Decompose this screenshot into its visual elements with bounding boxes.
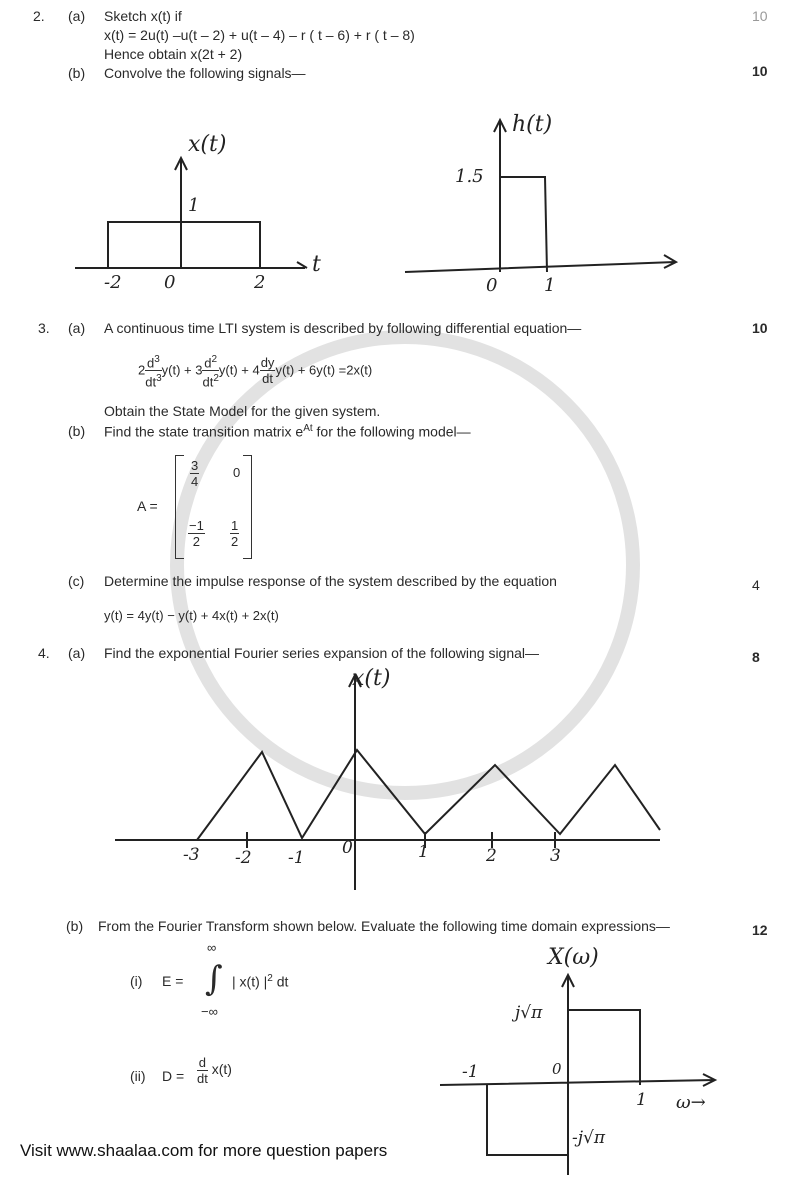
matrix-cell (230, 518, 239, 549)
graph-label: X(ω) (548, 945, 599, 970)
part-label: (a) (68, 320, 86, 336)
den: 4 (191, 474, 199, 489)
eq-term: y(t) + 3 (161, 362, 203, 378)
tick-label: 1 (544, 275, 556, 296)
part-label: (b) (68, 65, 86, 81)
tick-label: 0 (164, 272, 176, 293)
graph-label: x(t) (188, 132, 227, 157)
part-label: (c) (68, 573, 85, 589)
eq-term: 3 (156, 373, 162, 385)
integral-upper-limit: ∞ (207, 940, 217, 955)
num: −1 (189, 518, 204, 533)
den: 2 (192, 534, 201, 549)
marks: 4 (752, 577, 760, 593)
eq-term: dt (145, 374, 157, 390)
tick-label: 1 (636, 1090, 647, 1110)
marks: 10 (752, 320, 768, 336)
graph-label: 1 (188, 195, 200, 216)
integral-sign: ∫ (205, 959, 223, 999)
question-text: Find the exponential Fourier series expansion of the following signal— (104, 645, 540, 661)
tick-label: -2 (235, 848, 252, 868)
eq-term: 3 (154, 354, 160, 365)
expression (232, 973, 288, 990)
axis-label: t (312, 252, 321, 277)
graph-h-t (405, 120, 676, 272)
eq-term: 2 (211, 354, 218, 365)
graph-label: x(t) (352, 666, 391, 691)
eq-term: d (204, 355, 212, 371)
question-text: Hence obtain x(2t + 2) (104, 46, 243, 62)
eq-term: 2 (213, 373, 219, 385)
graph-label: h(t) (512, 112, 553, 137)
question-text (104, 423, 471, 440)
matrix-bracket-right (243, 455, 252, 559)
question-text: Determine the impulse response of the system described by the equation (104, 573, 557, 589)
tick-label: -2 (104, 272, 122, 293)
num: d (198, 1055, 207, 1070)
tick-label: 3 (550, 846, 561, 866)
marks: 10 (752, 63, 768, 79)
den: 2 (231, 534, 239, 549)
eq-term: 2 (138, 362, 146, 378)
integral-lower-limit: −∞ (201, 1004, 218, 1019)
marks: 10 (752, 8, 768, 24)
tick-label: -1 (288, 848, 305, 868)
eq-term: y(t) + 6y(t) =2x(t) (275, 362, 373, 378)
tick-label: 2 (254, 272, 266, 293)
equation: x(t) = 2u(t) –u(t – 2) + u(t – 4) – r ( t – 6) + r ( t – 8) (104, 27, 415, 43)
expression-lhs: E = (162, 973, 184, 989)
question-text: Convolve the following signals— (104, 65, 306, 81)
part-label: (a) (68, 645, 86, 661)
equation: y(t) = 4y(t) − y(t) + 4x(t) + 2x(t) (104, 608, 279, 623)
superscript: 2 (267, 973, 273, 984)
question-text: A continuous time LTI system is described by following differential equation— (104, 320, 582, 336)
question-text: Sketch x(t) if (104, 8, 182, 24)
marks: 8 (752, 649, 760, 665)
tick-label: -3 (183, 845, 200, 865)
num: 3 (191, 458, 199, 473)
matrix-bracket-left (175, 455, 184, 559)
tick-label: -1 (462, 1062, 479, 1082)
question-number: 4. (38, 645, 50, 661)
tick-label: 0 (342, 838, 353, 858)
matrix-cell (188, 518, 205, 549)
question-text: Obtain the State Model for the given system. (104, 403, 381, 419)
den: dt (197, 1071, 208, 1086)
footer-link[interactable]: Visit www.shaalaa.com for more question papers (20, 1141, 388, 1160)
question-number: 2. (33, 8, 45, 24)
eq-term: dt (202, 374, 214, 390)
superscript: At (303, 423, 313, 434)
graph-label: 1.5 (455, 166, 484, 187)
text: x(t) (211, 1061, 232, 1078)
graph-label: -j√π (572, 1128, 606, 1148)
tick-label: 0 (552, 1060, 562, 1078)
question-number: 3. (38, 320, 50, 336)
num: 1 (231, 518, 239, 533)
axis-label: ω→ (676, 1092, 706, 1113)
part-label: (a) (68, 8, 86, 24)
eq-term: dy (260, 355, 275, 371)
part-label: (ii) (130, 1068, 146, 1084)
tick-label: 1 (418, 842, 429, 862)
text: Find the state transition matrix e (104, 423, 304, 440)
text: for the following model— (312, 423, 471, 440)
part-label: (i) (130, 973, 143, 989)
differential-equation (138, 352, 372, 390)
tick-label: 2 (486, 846, 497, 866)
marks: 12 (752, 922, 768, 938)
text: dt (272, 973, 289, 990)
expression (197, 1055, 232, 1086)
eq-term: dt (262, 371, 273, 387)
question-text: From the Fourier Transform shown below. Evaluate the following time domain expressions— (98, 918, 670, 934)
tick-label: 0 (486, 275, 498, 296)
eq-term: d (147, 355, 155, 371)
part-label: (b) (68, 423, 86, 439)
eq-term: y(t) + 4 (218, 362, 260, 378)
matrix-cell (190, 458, 199, 489)
matrix-cell: 0 (233, 465, 241, 480)
text: | x(t) | (232, 973, 268, 990)
matrix-lhs: A = (137, 498, 158, 514)
expression-lhs: D = (162, 1068, 185, 1084)
graph-label: j√π (515, 1003, 543, 1023)
part-label: (b) (66, 918, 84, 934)
